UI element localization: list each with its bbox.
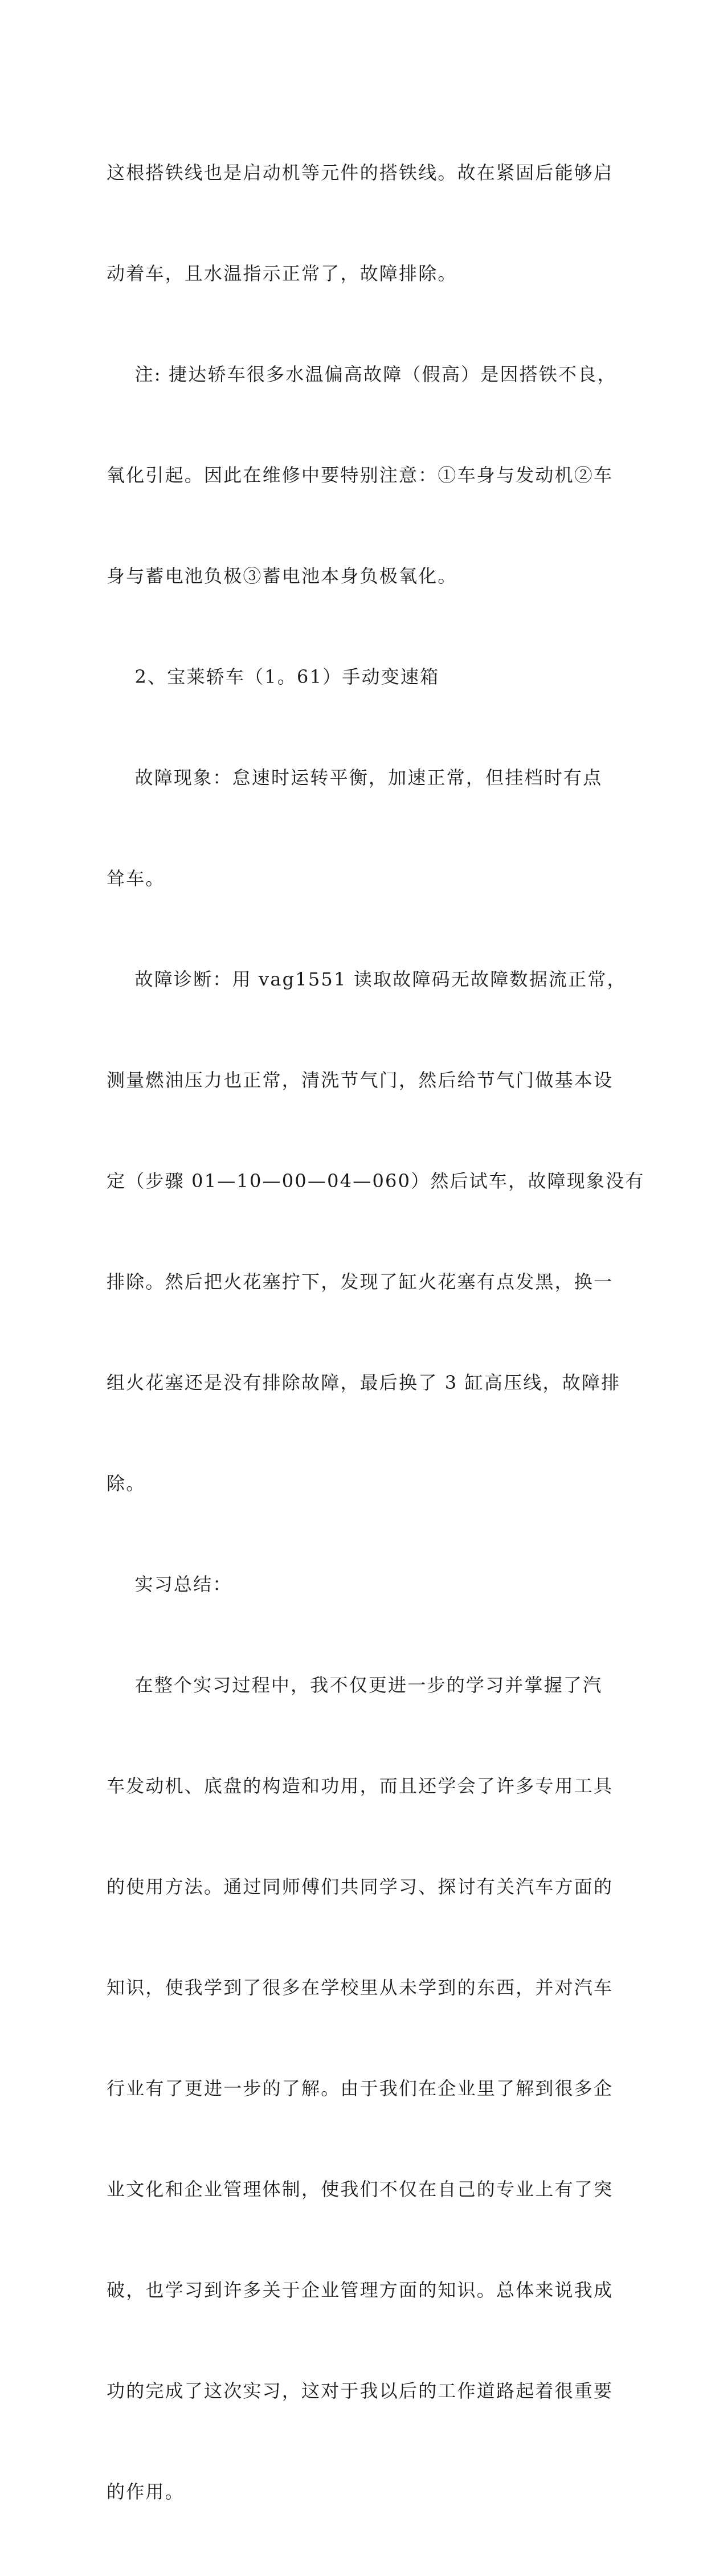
text-line: 业文化和企业管理体制，使我们不仅在自己的专业上有了突: [107, 2178, 614, 2200]
text-line: 定（步骤 01—10—00—04—060）然后试车，故障现象没有: [107, 1170, 645, 1192]
text-line: 破，也学习到许多关于企业管理方面的知识。总体来说我成: [107, 2279, 614, 2301]
document-body: [107, 89, 645, 2576]
text-line: 故障诊断：用 vag1551 读取故障码无故障数据流正常，: [107, 968, 627, 990]
text-line: 耸车。: [107, 868, 165, 889]
text-line: 排除。然后把火花塞拧下，发现了缸火花塞有点发黑，换一: [107, 1271, 614, 1293]
text-line: 在整个实习过程中，我不仅更进一步的学习并掌握了汽: [107, 1674, 603, 1696]
text-line: 知识，使我学到了很多在学校里从未学到的东西，并对汽车: [107, 1977, 614, 1998]
text-line: 这根搭铁线也是启动机等元件的搭铁线。故在紧固后能够启: [107, 162, 614, 183]
text-line: 测量燃油压力也正常，清洗节气门，然后给节气门做基本设: [107, 1069, 614, 1091]
section-heading: 2、宝莱轿车（1。61）手动变速箱: [107, 666, 440, 688]
text-line: 行业有了更进一步的了解。由于我们在企业里了解到很多企: [107, 2078, 614, 2099]
text-line: 注: 捷达轿车很多水温偏高故障（假高）是因搭铁不良，: [107, 363, 617, 385]
text-line: 的使用方法。通过同师傅们共同学习、探讨有关汽车方面的: [107, 1876, 614, 1898]
text-line: 组火花塞还是没有排除故障，最后换了 3 缸高压线，故障排: [107, 1372, 621, 1393]
section-heading: 实习总结：: [107, 1573, 232, 1595]
text-line: 的作用。: [107, 2481, 185, 2503]
text-line: 故障现象：怠速时运转平衡，加速正常，但挂档时有点: [107, 767, 603, 788]
text-line: 除。: [107, 1473, 146, 1494]
text-line: 功的完成了这次实习，这对于我以后的工作道路起着很重要: [107, 2380, 614, 2402]
text-line: 氧化引起。因此在维修中要特别注意：①车身与发动机②车: [107, 464, 614, 486]
text-line: 动着车，且水温指示正常了，故障排除。: [107, 263, 457, 284]
text-line: 身与蓄电池负极③蓄电池本身负极氧化。: [107, 565, 457, 587]
text-line: 车发动机、底盘的构造和功用，而且还学会了许多专用工具: [107, 1775, 614, 1797]
